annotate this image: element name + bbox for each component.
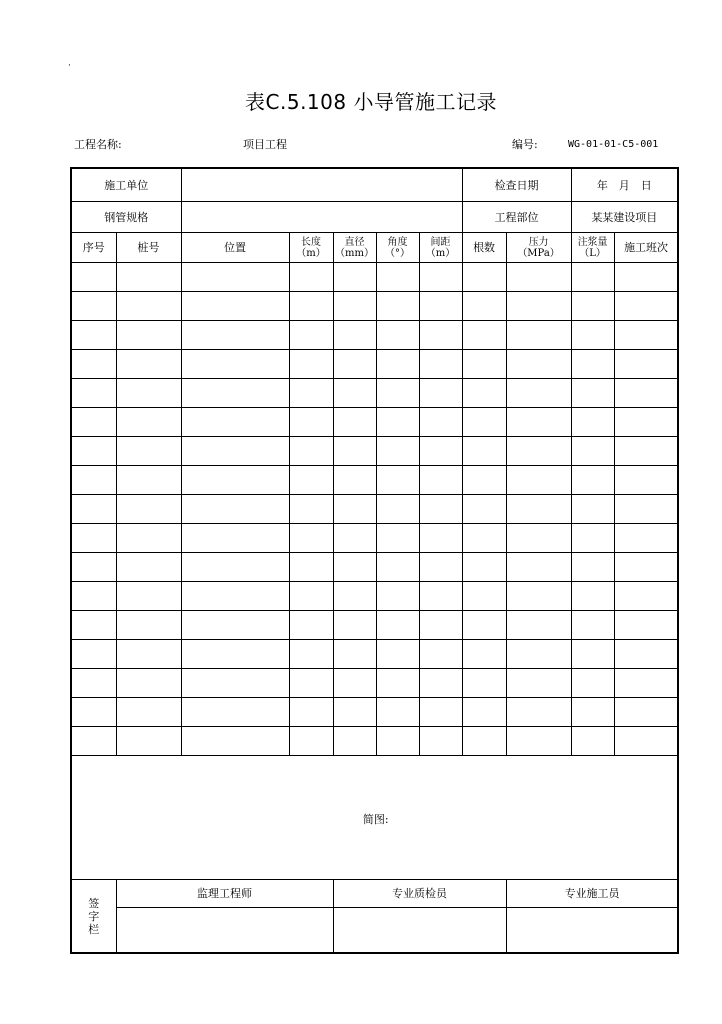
cell-pile-no[interactable] — [116, 350, 181, 379]
cell-diameter[interactable] — [333, 408, 376, 437]
cell-angle[interactable] — [376, 727, 419, 756]
table-row — [71, 466, 678, 495]
cell-length[interactable] — [289, 698, 333, 727]
cell-count[interactable] — [462, 379, 506, 408]
cell-pressure[interactable] — [506, 727, 571, 756]
inspector-signature-field[interactable] — [333, 908, 506, 954]
cell-angle[interactable] — [376, 582, 419, 611]
cell-grout-volume[interactable] — [571, 611, 614, 640]
cell-count[interactable] — [462, 495, 506, 524]
col-pressure-unit: （MPa） — [517, 247, 560, 259]
cell-seq[interactable] — [71, 437, 116, 466]
cell-seq[interactable] — [71, 495, 116, 524]
col-diameter-unit: （mm） — [335, 247, 374, 259]
col-count: 根数 — [462, 233, 506, 263]
cell-diameter[interactable] — [333, 582, 376, 611]
cell-length[interactable] — [289, 611, 333, 640]
cell-diameter[interactable] — [333, 437, 376, 466]
cell-diameter[interactable] — [333, 640, 376, 669]
cell-pressure[interactable] — [506, 698, 571, 727]
col-grout-name: 注浆量 — [577, 236, 608, 248]
table-row — [71, 350, 678, 379]
cell-pressure[interactable] — [506, 292, 571, 321]
cell-pressure[interactable] — [506, 553, 571, 582]
project-name-label: 工程名称: — [74, 138, 122, 151]
pipe-spec-field[interactable] — [181, 202, 462, 233]
sketch-label: 简图: — [362, 813, 389, 826]
cell-length[interactable] — [289, 263, 333, 292]
cell-length[interactable] — [289, 408, 333, 437]
cell-spacing[interactable] — [419, 263, 462, 292]
cell-spacing[interactable] — [419, 408, 462, 437]
cell-diameter[interactable] — [333, 698, 376, 727]
signature-char-3: 栏 — [88, 922, 100, 936]
table-row — [71, 321, 678, 350]
cell-pressure[interactable] — [506, 495, 571, 524]
check-date-label: 检查日期 — [462, 168, 571, 202]
cell-seq[interactable] — [71, 379, 116, 408]
cell-diameter[interactable] — [333, 379, 376, 408]
table-row — [71, 698, 678, 727]
cell-angle[interactable] — [376, 350, 419, 379]
table-row — [71, 553, 678, 582]
cell-count[interactable] — [462, 669, 506, 698]
cell-count[interactable] — [462, 466, 506, 495]
cell-shift[interactable] — [614, 321, 678, 350]
project-name-value: 项目工程 — [243, 138, 287, 151]
cell-position[interactable] — [181, 727, 289, 756]
cell-seq[interactable] — [71, 698, 116, 727]
col-pressure-name: 压力 — [528, 236, 549, 248]
cell-grout-volume[interactable] — [571, 582, 614, 611]
col-spacing — [419, 233, 462, 263]
table-row — [71, 524, 678, 553]
cell-diameter[interactable] — [333, 524, 376, 553]
cell-angle[interactable] — [376, 321, 419, 350]
cell-pile-no[interactable] — [116, 408, 181, 437]
cell-grout-volume[interactable] — [571, 524, 614, 553]
cell-shift[interactable] — [614, 669, 678, 698]
cell-shift[interactable] — [614, 727, 678, 756]
construction-unit-field[interactable] — [181, 168, 462, 202]
cell-grout-volume[interactable] — [571, 495, 614, 524]
cell-grout-volume[interactable] — [571, 321, 614, 350]
table-row — [71, 582, 678, 611]
cell-count[interactable] — [462, 524, 506, 553]
cell-count[interactable] — [462, 263, 506, 292]
cell-count[interactable] — [462, 408, 506, 437]
cell-seq[interactable] — [71, 408, 116, 437]
table-row — [71, 292, 678, 321]
cell-pressure[interactable] — [506, 379, 571, 408]
cell-grout-volume[interactable] — [571, 727, 614, 756]
table-row — [71, 727, 678, 756]
col-position: 位置 — [181, 233, 289, 263]
cell-grout-volume[interactable] — [571, 466, 614, 495]
signature-body-row — [71, 908, 678, 954]
sketch-area[interactable] — [71, 756, 678, 880]
supervisor-label: 监理工程师 — [116, 880, 333, 908]
cell-position[interactable] — [181, 553, 289, 582]
col-angle-name: 角度 — [387, 236, 408, 248]
cell-shift[interactable] — [614, 611, 678, 640]
cell-seq[interactable] — [71, 466, 116, 495]
signature-column-label — [71, 880, 116, 954]
inspector-label: 专业质检员 — [333, 880, 506, 908]
cell-length[interactable] — [289, 321, 333, 350]
builder-signature-field[interactable] — [506, 908, 678, 954]
cell-angle[interactable] — [376, 698, 419, 727]
cell-length[interactable] — [289, 466, 333, 495]
cell-length[interactable] — [289, 292, 333, 321]
cell-count[interactable] — [462, 640, 506, 669]
cell-pile-no[interactable] — [116, 640, 181, 669]
col-length-name: 长度 — [301, 236, 321, 248]
cell-seq[interactable] — [71, 292, 116, 321]
cell-grout-volume[interactable] — [571, 292, 614, 321]
cell-grout-volume[interactable] — [571, 553, 614, 582]
cell-pile-no[interactable] — [116, 553, 181, 582]
cell-seq[interactable] — [71, 640, 116, 669]
cell-position[interactable] — [181, 466, 289, 495]
cell-spacing[interactable] — [419, 350, 462, 379]
cell-seq[interactable] — [71, 350, 116, 379]
col-pile-no: 桩号 — [116, 233, 181, 263]
table-row — [71, 379, 678, 408]
document-code-value: WG-01-01-C5-001 — [568, 139, 659, 150]
cell-pressure[interactable] — [506, 437, 571, 466]
cell-count[interactable] — [462, 321, 506, 350]
cell-spacing[interactable] — [419, 582, 462, 611]
cell-shift[interactable] — [614, 524, 678, 553]
cell-angle[interactable] — [376, 640, 419, 669]
cell-diameter[interactable] — [333, 466, 376, 495]
col-grout-volume — [571, 233, 614, 263]
cell-position[interactable] — [181, 698, 289, 727]
cell-pile-no[interactable] — [116, 495, 181, 524]
cell-angle[interactable] — [376, 466, 419, 495]
cell-seq[interactable] — [71, 263, 116, 292]
col-length-unit: （m） — [296, 247, 326, 259]
location-field[interactable]: 某某建设项目 — [571, 202, 678, 233]
signature-header-row — [71, 880, 678, 908]
cell-diameter[interactable] — [333, 727, 376, 756]
cell-count[interactable] — [462, 350, 506, 379]
cell-diameter[interactable] — [333, 553, 376, 582]
cell-count[interactable] — [462, 553, 506, 582]
table-row — [71, 495, 678, 524]
cell-diameter[interactable] — [333, 263, 376, 292]
cell-count[interactable] — [462, 611, 506, 640]
col-length — [289, 233, 333, 263]
cell-grout-volume[interactable] — [571, 437, 614, 466]
cell-grout-volume[interactable] — [571, 640, 614, 669]
cell-spacing[interactable] — [419, 669, 462, 698]
cell-shift[interactable] — [614, 466, 678, 495]
cell-angle[interactable] — [376, 437, 419, 466]
cell-position[interactable] — [181, 292, 289, 321]
pipe-spec-label: 钢管规格 — [71, 202, 181, 233]
cell-length[interactable] — [289, 350, 333, 379]
cell-angle[interactable] — [376, 669, 419, 698]
cell-pile-no[interactable] — [116, 611, 181, 640]
cell-angle[interactable] — [376, 408, 419, 437]
cell-angle[interactable] — [376, 379, 419, 408]
column-header-row — [71, 233, 678, 263]
cell-length[interactable] — [289, 669, 333, 698]
cell-pile-no[interactable] — [116, 524, 181, 553]
cell-position[interactable] — [181, 640, 289, 669]
cell-pile-no[interactable] — [116, 321, 181, 350]
header-row-spec — [71, 202, 678, 233]
cell-count[interactable] — [462, 582, 506, 611]
cell-seq[interactable] — [71, 669, 116, 698]
cell-length[interactable] — [289, 524, 333, 553]
cell-pressure[interactable] — [506, 321, 571, 350]
cell-spacing[interactable] — [419, 524, 462, 553]
cell-count[interactable] — [462, 698, 506, 727]
cell-pressure[interactable] — [506, 350, 571, 379]
cell-count[interactable] — [462, 292, 506, 321]
table-row — [71, 611, 678, 640]
cell-spacing[interactable] — [419, 611, 462, 640]
cell-seq[interactable] — [71, 582, 116, 611]
cell-spacing[interactable] — [419, 466, 462, 495]
cell-shift[interactable] — [614, 292, 678, 321]
cell-shift[interactable] — [614, 379, 678, 408]
cell-length[interactable] — [289, 379, 333, 408]
cell-spacing[interactable] — [419, 640, 462, 669]
cell-seq[interactable] — [71, 611, 116, 640]
cell-spacing[interactable] — [419, 437, 462, 466]
cell-length[interactable] — [289, 495, 333, 524]
cell-position[interactable] — [181, 495, 289, 524]
cell-shift[interactable] — [614, 553, 678, 582]
supervisor-signature-field[interactable] — [116, 908, 333, 954]
cell-count[interactable] — [462, 437, 506, 466]
cell-angle[interactable] — [376, 524, 419, 553]
table-row — [71, 408, 678, 437]
col-seq: 序号 — [71, 233, 116, 263]
cell-position[interactable] — [181, 437, 289, 466]
cell-spacing[interactable] — [419, 553, 462, 582]
cell-pressure[interactable] — [506, 466, 571, 495]
cell-spacing[interactable] — [419, 495, 462, 524]
cell-grout-volume[interactable] — [571, 263, 614, 292]
cell-length[interactable] — [289, 582, 333, 611]
cell-shift[interactable] — [614, 408, 678, 437]
signature-char-2: 字 — [88, 909, 100, 923]
col-angle-unit: （°） — [385, 247, 410, 259]
table-row — [71, 263, 678, 292]
cell-spacing[interactable] — [419, 292, 462, 321]
cell-diameter[interactable] — [333, 292, 376, 321]
col-pressure — [506, 233, 571, 263]
cell-length[interactable] — [289, 553, 333, 582]
col-shift: 施工班次 — [614, 233, 678, 263]
construction-unit-label: 施工单位 — [71, 168, 181, 202]
page-title: 表C.5.108 小导管施工记录 — [245, 90, 497, 114]
cell-seq[interactable] — [71, 524, 116, 553]
cell-pile-no[interactable] — [116, 466, 181, 495]
cell-pile-no[interactable] — [116, 698, 181, 727]
cell-position[interactable] — [181, 582, 289, 611]
cell-diameter[interactable] — [333, 321, 376, 350]
table-row — [71, 437, 678, 466]
cell-shift[interactable] — [614, 350, 678, 379]
cell-position[interactable] — [181, 524, 289, 553]
col-grout-unit: （L） — [579, 247, 606, 259]
cell-grout-volume[interactable] — [571, 408, 614, 437]
cell-pressure[interactable] — [506, 669, 571, 698]
header-row-unit — [71, 168, 678, 202]
cell-shift[interactable] — [614, 698, 678, 727]
cell-pressure[interactable] — [506, 408, 571, 437]
cell-spacing[interactable] — [419, 698, 462, 727]
cell-grout-volume[interactable] — [571, 698, 614, 727]
cell-diameter[interactable] — [333, 669, 376, 698]
cell-pile-no[interactable] — [116, 379, 181, 408]
col-diameter — [333, 233, 376, 263]
cell-angle[interactable] — [376, 292, 419, 321]
cell-shift[interactable] — [614, 437, 678, 466]
cell-angle[interactable] — [376, 263, 419, 292]
cell-length[interactable] — [289, 727, 333, 756]
construction-record-table — [70, 167, 679, 954]
check-date-field[interactable]: 年 月 日 — [571, 168, 678, 202]
cell-shift[interactable] — [614, 263, 678, 292]
cell-angle[interactable] — [376, 495, 419, 524]
location-label: 工程部位 — [462, 202, 571, 233]
cell-grout-volume[interactable] — [571, 350, 614, 379]
cell-pressure[interactable] — [506, 611, 571, 640]
cell-pile-no[interactable] — [116, 582, 181, 611]
cell-length[interactable] — [289, 437, 333, 466]
cell-spacing[interactable] — [419, 727, 462, 756]
cell-seq[interactable] — [71, 727, 116, 756]
cell-grout-volume[interactable] — [571, 379, 614, 408]
cell-pile-no[interactable] — [116, 727, 181, 756]
cell-position[interactable] — [181, 350, 289, 379]
cell-count[interactable] — [462, 727, 506, 756]
col-spacing-unit: （m） — [425, 247, 456, 259]
cell-length[interactable] — [289, 640, 333, 669]
cell-diameter[interactable] — [333, 495, 376, 524]
cell-shift[interactable] — [614, 640, 678, 669]
corner-mark: · — [68, 61, 71, 71]
cell-pile-no[interactable] — [116, 669, 181, 698]
cell-pressure[interactable] — [506, 640, 571, 669]
cell-pile-no[interactable] — [116, 292, 181, 321]
cell-position[interactable] — [181, 611, 289, 640]
cell-position[interactable] — [181, 408, 289, 437]
cell-pressure[interactable] — [506, 582, 571, 611]
cell-seq[interactable] — [71, 321, 116, 350]
cell-position[interactable] — [181, 379, 289, 408]
cell-position[interactable] — [181, 321, 289, 350]
cell-spacing[interactable] — [419, 321, 462, 350]
sketch-row — [71, 756, 678, 880]
signature-char-1: 签 — [88, 896, 100, 910]
cell-spacing[interactable] — [419, 379, 462, 408]
cell-angle[interactable] — [376, 553, 419, 582]
cell-position[interactable] — [181, 263, 289, 292]
data-rows — [71, 263, 678, 756]
cell-diameter[interactable] — [333, 350, 376, 379]
cell-seq[interactable] — [71, 553, 116, 582]
cell-pile-no[interactable] — [116, 437, 181, 466]
document-code-label: 编号: — [512, 138, 538, 151]
cell-pressure[interactable] — [506, 524, 571, 553]
cell-angle[interactable] — [376, 611, 419, 640]
cell-diameter[interactable] — [333, 611, 376, 640]
col-spacing-name: 间距 — [430, 236, 451, 248]
cell-shift[interactable] — [614, 495, 678, 524]
col-diameter-name: 直径 — [344, 236, 365, 248]
table-row — [71, 669, 678, 698]
table-row — [71, 640, 678, 669]
cell-grout-volume[interactable] — [571, 669, 614, 698]
cell-position[interactable] — [181, 669, 289, 698]
cell-pressure[interactable] — [506, 263, 571, 292]
cell-shift[interactable] — [614, 582, 678, 611]
builder-label: 专业施工员 — [506, 880, 678, 908]
cell-pile-no[interactable] — [116, 263, 181, 292]
col-angle — [376, 233, 419, 263]
